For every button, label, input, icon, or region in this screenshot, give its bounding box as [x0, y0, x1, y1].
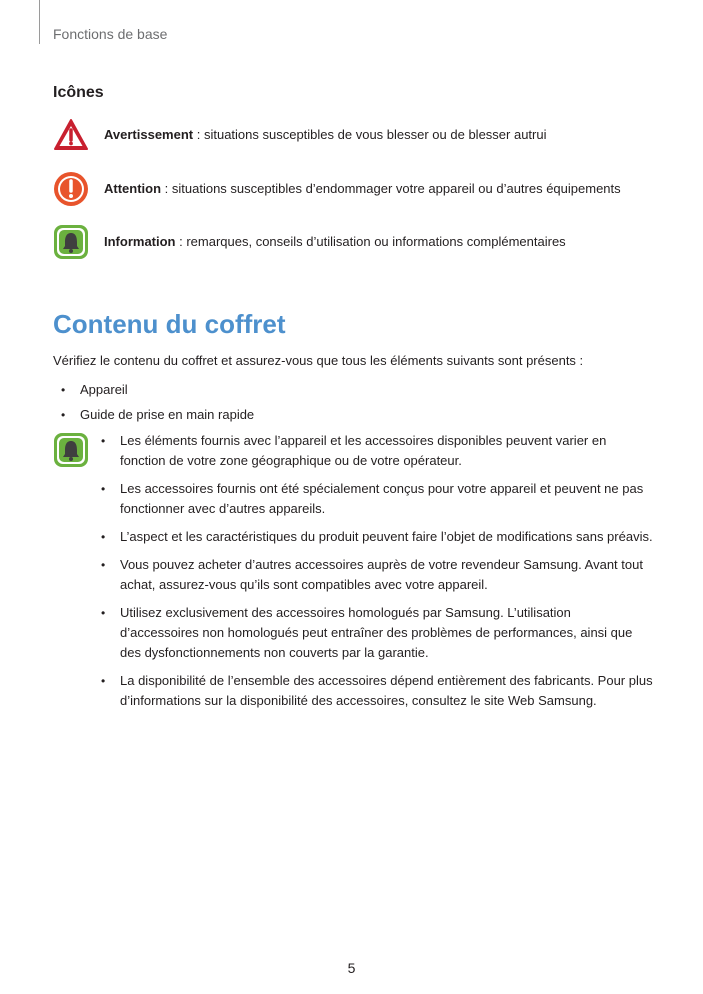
note-text: Utilisez exclusivement des accessoires homologués par Samsung. L’utilisation d’accessoires non homologués peut entraîner des problèmes de performances, ainsi que des dysfonctionnements non couverts par la garantie. [120, 605, 633, 660]
note-item [93, 603, 653, 663]
note-text: Les éléments fournis avec l’appareil et les accessoires disponibles peuvent varier en fonction de votre zone géographique ou de votre opérateur. [120, 433, 607, 468]
bullet: • [101, 558, 106, 572]
warning-triangle-icon [53, 117, 89, 153]
warning-description [104, 127, 547, 142]
bullet: • [101, 606, 106, 620]
notes-list [93, 431, 653, 719]
icon-row-information [53, 224, 653, 260]
note-text: Les accessoires fournis ont été spécialement conçus pour votre appareil et peuvent ne pas fonctionner avec d’autres appareils. [120, 481, 644, 516]
info-bell-icon [53, 432, 89, 468]
caution-description [104, 181, 621, 196]
margin-rule [39, 0, 40, 44]
list-item [53, 380, 254, 400]
note-text: L’aspect et les caractéristiques du produit peuvent faire l’objet de modifications sans préavis. [120, 529, 653, 544]
icons-heading: Icônes [53, 84, 104, 101]
bullet: • [101, 482, 106, 496]
information-term: Information [104, 234, 176, 249]
note-item [93, 431, 653, 471]
bullet: • [61, 408, 66, 422]
icon-row-caution [53, 171, 653, 207]
item-text: Appareil [80, 382, 128, 397]
bullet: • [61, 383, 66, 397]
item-text: Guide de prise en main rapide [80, 407, 255, 422]
bullet: • [101, 530, 106, 544]
warning-term: Avertissement [104, 127, 194, 142]
note-text: Vous pouvez acheter d’autres accessoires auprès de votre revendeur Samsung. Avant tout achat, assurez-vous qu’ils sont compatibles avec votre appareil. [120, 557, 643, 592]
running-header: Fonctions de base [53, 26, 168, 42]
caution-term: Attention [104, 181, 162, 196]
bullet: • [101, 434, 106, 448]
icon-row-warning [53, 117, 653, 153]
note-item [93, 671, 653, 711]
note-item [93, 479, 653, 519]
note-text: La disponibilité de l’ensemble des accessoires dépend entièrement des fabricants. Pour plus d’informations sur la disponibilité des accessoires, consultez le site Web Samsung. [120, 673, 653, 708]
warning-text: : situations susceptibles de vous blesser ou de blesser autrui [193, 127, 547, 142]
information-description [104, 234, 566, 249]
note-item [93, 527, 653, 547]
caution-exclamation-icon [53, 171, 89, 207]
information-text: : remarques, conseils d’utilisation ou informations complémentaires [175, 234, 566, 249]
note-item [93, 555, 653, 595]
bullet: • [101, 674, 106, 688]
chapter-title: Contenu du coffret [53, 309, 286, 339]
info-bell-icon [53, 224, 89, 260]
caution-text: : situations susceptibles d’endommager votre appareil ou d’autres équipements [161, 181, 621, 196]
contents-list [53, 380, 254, 430]
page-number: 5 [347, 960, 356, 976]
list-item [53, 405, 254, 425]
intro-text: Vérifiez le contenu du coffret et assurez-vous que tous les éléments suivants sont présents : [53, 353, 584, 368]
